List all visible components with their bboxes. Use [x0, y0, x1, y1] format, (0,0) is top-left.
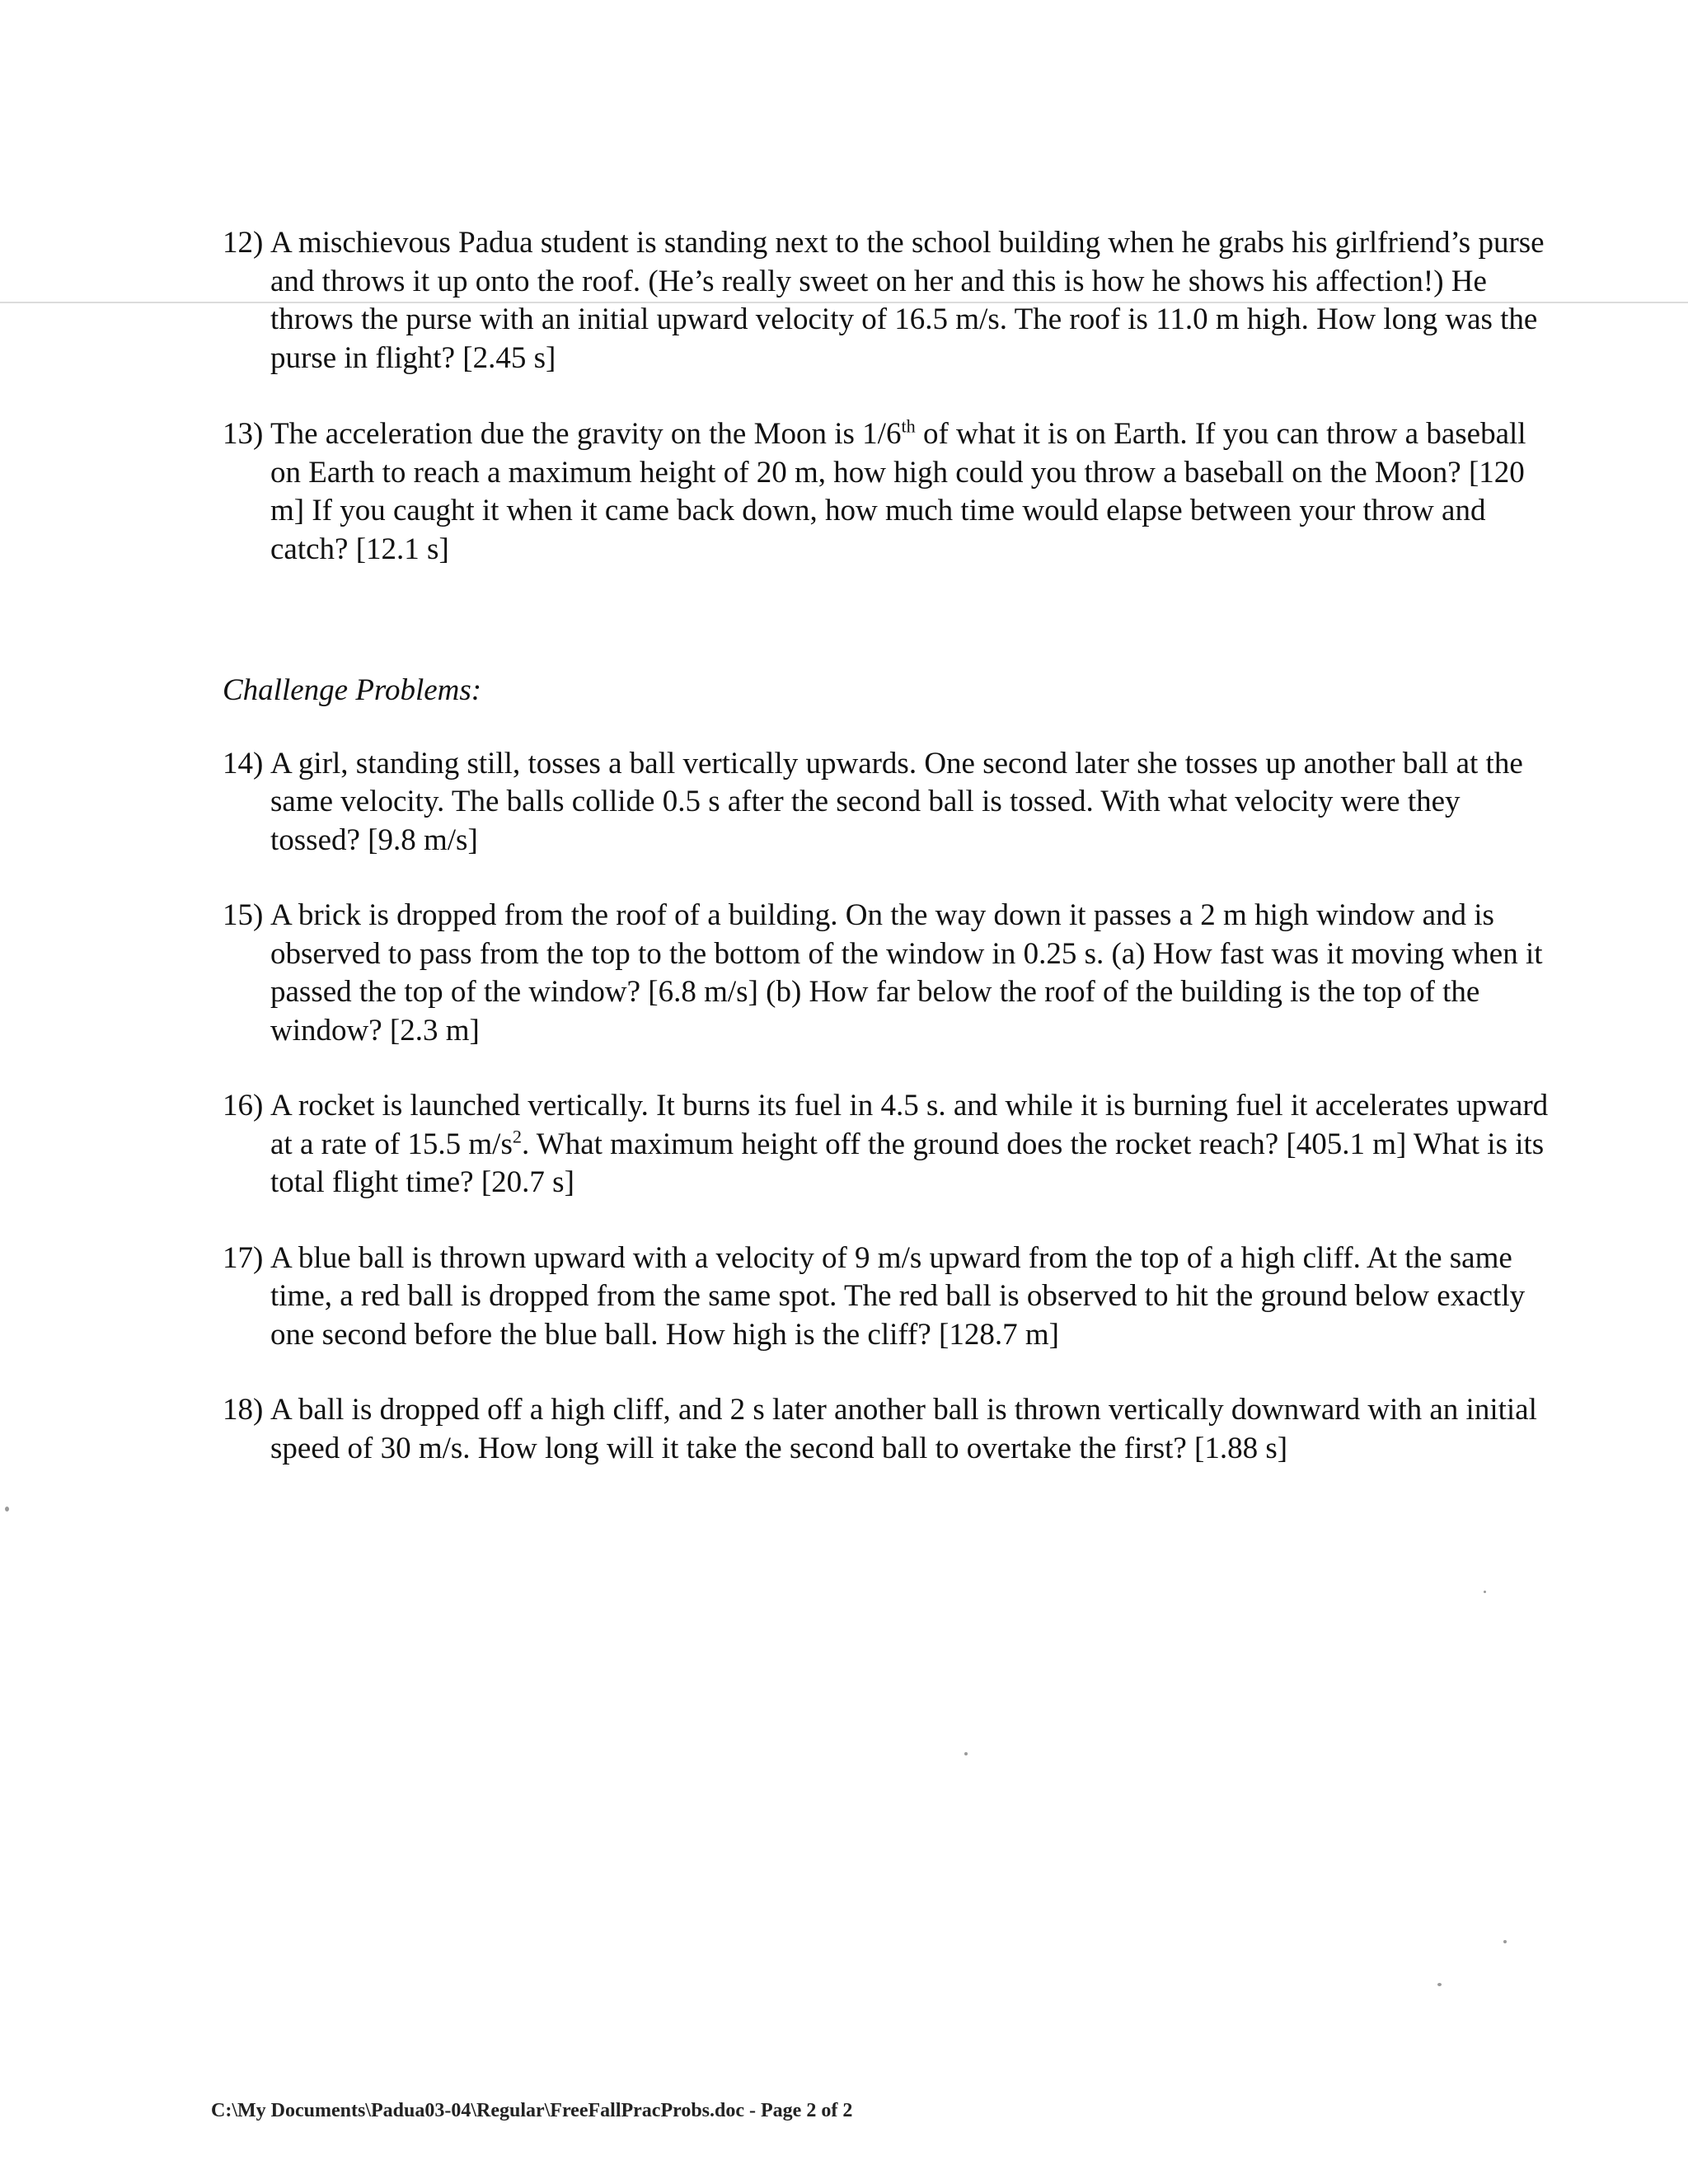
problem-number: 14) [223, 746, 264, 780]
problem-text: A brick is dropped from the roof of a building. On the way down it passes a 2 m high window and is observed to pass from the top to the bottom of the window in 0.25 s. (a) How fast was it moving when it passed the top of the window? [6.8 m/s] (b) How far below the roof of the building is the top of the window? [2.3 m] [270, 898, 1543, 1047]
problem-13 [223, 415, 1550, 569]
scan-speck [1484, 1591, 1486, 1593]
problem-number: 17) [223, 1240, 264, 1275]
section-heading: Challenge Problems: [223, 673, 482, 707]
superscript: 2 [512, 1126, 522, 1147]
problem-17 [223, 1240, 1550, 1355]
problem-number: 16) [223, 1089, 264, 1122]
problem-16 [223, 1087, 1550, 1202]
superscript: th [901, 415, 916, 437]
problem-text: A ball is dropped off a high cliff, and 2 s later another ball is thrown vertically downward with an initial speed of 30 m/s. How long will it take the second ball to overtake the first? [1.88 s] [270, 1393, 1537, 1465]
scan-speck [1437, 1983, 1442, 1986]
problem-text: A blue ball is thrown upward with a velocity of 9 m/s upward from the top of a high cliff. At the same time, a red ball is dropped from the same spot. The red ball is observed to hit the ground below exactly one second before the blue ball. How high is the cliff? [128.7 m] [270, 1240, 1526, 1352]
page-footer: C:\My Documents\Padua03-04\Regular\FreeFallPracProbs.doc - Page 2 of 2 [211, 2100, 853, 2121]
problem-18 [223, 1391, 1550, 1468]
scan-speck [964, 1752, 968, 1755]
problem-text: A rocket is launched vertically. It burns its fuel in 4.5 s. and while it is burning fuel it accelerates upward at a rate of 15.5 $m/s^2$. What maximum height off the ground does the rocket reach? [405.1 m] What is its total flight time? [20.7 s] [270, 1089, 1549, 1199]
scan-speck [5, 1507, 9, 1511]
worksheet-page [223, 224, 1550, 1468]
problem-text: The acceleration due the gravity on the Moon is 1/6th of what it is on Earth. If you can throw a baseball on Earth to reach a maximum height of 20 m, how high could you throw a baseball on the Moon? [120 m] If you caught it when it came back down, how much time would elapse between your throw and catch? [12.1 s] [270, 415, 1526, 566]
problem-15 [223, 897, 1550, 1050]
problem-text: A mischievous Padua student is standing next to the school building when he grabs his girlfriend’s purse and throws it up onto the roof. (He’s really sweet on her and this is how he shows his affection!) He throws the purse with an initial upward velocity of 16.5 m/s. The roof is 11.0 m high. How long was the purse in flight? [2.45 s] [270, 226, 1545, 375]
scan-speck [1503, 1940, 1507, 1943]
problem-number: 13) [223, 417, 264, 451]
problem-14 [223, 745, 1550, 860]
problem-text: A girl, standing still, tosses a ball vertically upwards. One second later she tosses up another ball at the same velocity. The balls collide 0.5 s after the second ball is tossed. With what velocity were they tossed? [9.8 m/s] [270, 746, 1523, 857]
problem-number: 12) [223, 226, 264, 260]
problem-number: 15) [223, 898, 264, 932]
problem-number: 18) [223, 1393, 264, 1427]
problem-12 [223, 224, 1550, 377]
